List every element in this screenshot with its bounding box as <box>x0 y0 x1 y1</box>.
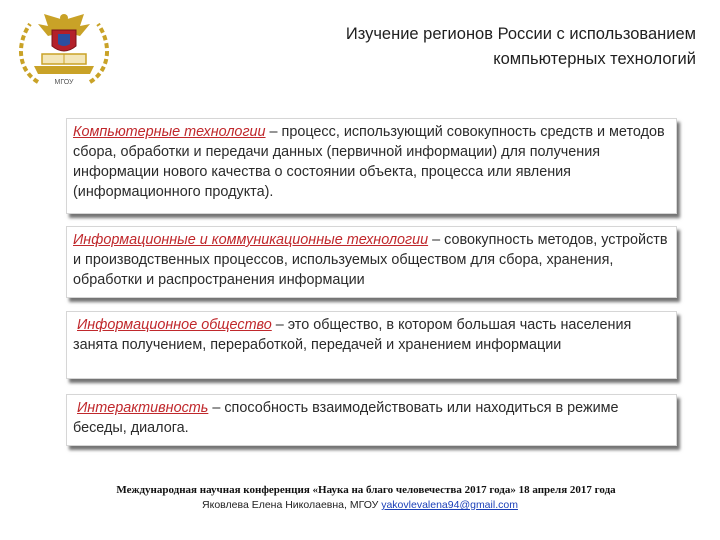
definition-card-ict <box>66 226 677 298</box>
definition-card-interactivity <box>66 394 677 446</box>
author-footer <box>0 499 720 511</box>
title-line-1: Изучение регионов России с использованием <box>345 25 696 43</box>
definition-term: Компьютерные технологии <box>73 124 266 140</box>
definition-card-information-society <box>66 311 677 379</box>
definition-card-computer-technologies <box>66 118 677 214</box>
definition-text: – процесс, использующий совокупность средств и методов сбора, обработки и передачи данных (первичной информации) для получения информации нового качества о состоянии объекта, процесса или явления (информационного продукта). <box>73 124 665 200</box>
definition-term: Интерактивность <box>77 400 209 416</box>
definition-text: – совокупность методов, устройств и производственных процессов, используемых обществом для сбора, хранения, обработки и распространения информации <box>73 232 668 288</box>
author-name: Яковлева Елена Николаевна, МГОУ <box>202 499 382 511</box>
definition-text: – это общество, в котором большая часть населения занята получением, переработкой, передачей и хранением информации <box>73 317 632 353</box>
university-emblem-logo <box>8 10 120 94</box>
author-email-link[interactable]: yakovlevalena94@gmail.com <box>381 499 518 511</box>
definition-text: – способность взаимодействовать или находиться в режиме беседы, диалога. <box>73 400 619 436</box>
definition-term: Информационные и коммуникационные технологии <box>73 232 429 248</box>
slide-title <box>276 22 696 72</box>
title-line-2: компьютерных технологий <box>493 50 696 68</box>
definition-term: Информационное общество <box>77 317 272 333</box>
svg-text:МГОУ: МГОУ <box>54 79 74 86</box>
conference-footer: Международная научная конференция «Наука на благо человечества 2017 года» 18 апреля 2017 года <box>116 484 616 496</box>
